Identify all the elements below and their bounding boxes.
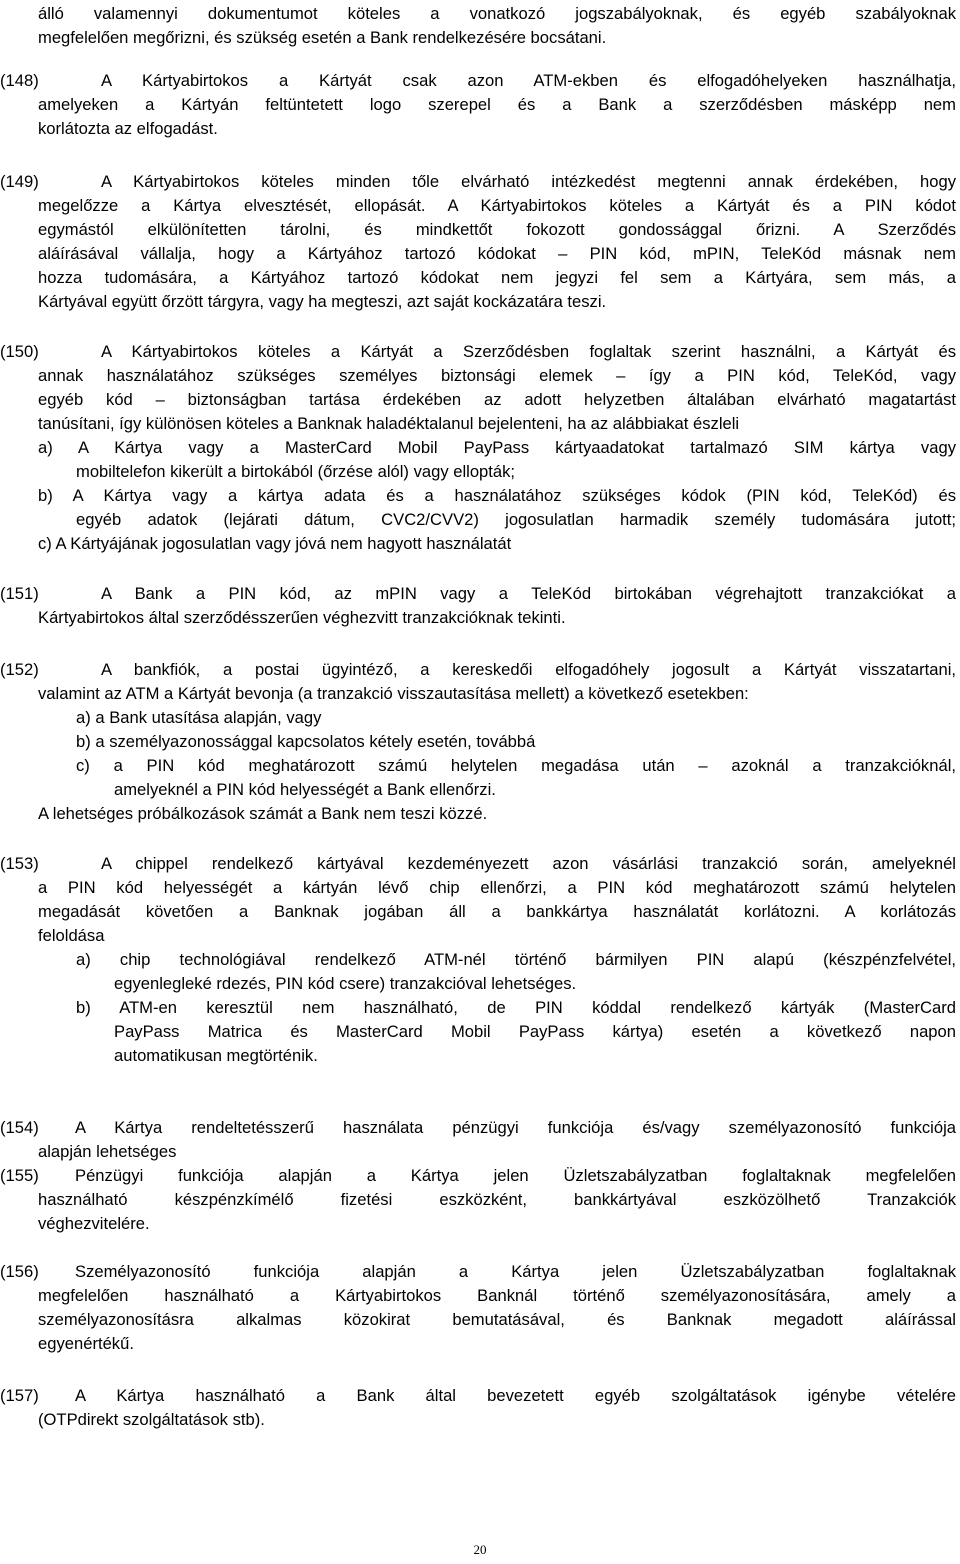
- text-line: (OTPdirekt szolgáltatások stb).: [38, 1410, 265, 1429]
- text-line: egyenlegleké rdezés, PIN kód csere) tranzakcióval lehetséges.: [114, 974, 577, 993]
- text-line: véghezvitelére.: [38, 1214, 150, 1233]
- text-line: tanúsítani, így különösen köteles a Banknak haladéktalanul bejelenteni, ha az alábbiakat észleli: [38, 414, 740, 433]
- text-line: amelyeken a Kártyán feltüntetett logo szerepel és a Bank a szerződésben másképp nem: [38, 95, 956, 114]
- text-line: c) A Kártyájának jogosulatlan vagy jóvá nem hagyott használatát: [38, 534, 512, 553]
- text-line: valamint az ATM a Kártyát bevonja (a tranzakció visszautasítása mellett) a következő esetekben:: [38, 684, 749, 703]
- paragraph-number: (148): [0, 71, 39, 90]
- text-line: megfelelően használható a Kártyabirtokos Banknál történő személyazonosítására, amely a: [38, 1286, 956, 1305]
- text-line: A bankfiók, a postai ügyintéző, a kereskedői elfogadóhely jogosult a Kártyát visszatartani,: [101, 660, 956, 679]
- text-line: A Kártyabirtokos a Kártyát csak azon ATM-ekben és elfogadóhelyeken használhatja,: [101, 71, 956, 90]
- text-line: Pénzügyi funkciója alapján a Kártya jelen Üzletszabályzatban foglaltaknak megfelelően: [75, 1166, 956, 1185]
- paragraph-number: (155): [0, 1166, 39, 1185]
- paragraph-number: (150): [0, 342, 39, 361]
- text-line: használható készpénzkímélő fizetési eszközként, bankkártyával eszközölhető Tranzakciók: [38, 1190, 956, 1209]
- text-line: korlátozta az elfogadást.: [38, 119, 218, 138]
- text-line: megfelelően megőrizni, és szükség esetén a Bank rendelkezésére bocsátani.: [38, 28, 607, 47]
- text-line: egymástól elkülönítetten tárolni, és mindkettőt fokozott gondossággal őrizni. A Szerződés: [38, 220, 956, 239]
- text-line: megadását követően a Banknak jogában áll a bankkártya használatát korlátozni. A korlátozás: [38, 902, 956, 921]
- text-line: A Kártya rendeltetésszerű használata pénzügyi funkciója és/vagy személyazonosító funkciója: [75, 1118, 956, 1137]
- text-line: amelyeknél a PIN kód helyességét a Bank ellenőrzi.: [114, 780, 496, 799]
- text-line: A lehetséges próbálkozások számát a Bank nem teszi közzé.: [38, 804, 488, 823]
- text-line: a) chip technológiával rendelkező ATM-nél történő bármilyen PIN alapú (készpénzfelvétel,: [76, 950, 956, 969]
- paragraph-number: (152): [0, 660, 39, 679]
- text-line: A Bank a PIN kód, az mPIN vagy a TeleKód birtokában végrehajtott tranzakciókat a: [101, 584, 956, 603]
- text-line: mobiltelefon kikerült a birtokából (őrzése alól) vagy ellopták;: [76, 462, 516, 481]
- text-line: A Kártyabirtokos köteles a Kártyát a Szerződésben foglaltak szerint használni, a Kártyát és: [101, 342, 956, 361]
- paragraph-number: (157): [0, 1386, 39, 1405]
- text-line: feloldása: [38, 926, 105, 945]
- text-line: b) a személyazonossággal kapcsolatos kétely esetén, továbbá: [76, 732, 536, 751]
- text-line: megelőzze a Kártya elvesztését, ellopását. A Kártyabirtokos köteles a Kártyát és a PIN kódot: [38, 196, 956, 215]
- text-line: Kártyabirtokos által szerződésszerűen véghezvitt tranzakcióknak tekinti.: [38, 608, 566, 627]
- text-line: alapján lehetséges: [38, 1142, 177, 1161]
- text-line: hozza tudomására, a Kártyához tartozó kódokat nem jegyzi fel sem a Kártyára, sem más, a: [38, 268, 956, 287]
- paragraph-number: (156): [0, 1262, 39, 1281]
- text-line: aláírásával vállalja, hogy a Kártyához tartozó kódokat – PIN kód, mPIN, TeleKód másnak nem: [38, 244, 956, 263]
- text-line: Kártyával együtt őrzött tárgyra, vagy ha megteszi, azt saját kockázatára teszi.: [38, 292, 607, 311]
- text-line: automatikusan megtörténik.: [114, 1046, 318, 1065]
- text-line: egyenértékű.: [38, 1334, 134, 1353]
- paragraph-number: (149): [0, 172, 39, 191]
- text-line: A chippel rendelkező kártyával kezdeményezett azon vásárlási tranzakció során, amelyeknél: [101, 854, 956, 873]
- text-line: c) a PIN kód meghatározott számú helytelen megadása után – azoknál a tranzakcióknál,: [76, 756, 956, 775]
- text-line: a) A Kártya vagy a MasterCard Mobil PayPass kártyaadatokat tartalmazó SIM kártya vagy: [38, 438, 956, 457]
- text-line: álló valamennyi dokumentumot köteles a vonatkozó jogszabályoknak, és egyéb szabályoknak: [38, 4, 956, 23]
- page-number: 20: [473, 1542, 487, 1557]
- text-line: Személyazonosító funkciója alapján a Kártya jelen Üzletszabályzatban foglaltaknak: [75, 1262, 956, 1281]
- text-line: b) ATM-en keresztül nem használható, de PIN kóddal rendelkező kártyák (MasterCard: [76, 998, 956, 1017]
- text-line: egyéb adatok (lejárati dátum, CVC2/CVV2) jogosulatlan harmadik személy tudomására jutott;: [76, 510, 956, 529]
- text-line: b) A Kártya vagy a kártya adata és a használatához szükséges kódok (PIN kód, TeleKód) és: [38, 486, 956, 505]
- text-line: A Kártya használható a Bank által bevezetett egyéb szolgáltatások igénybe vételére: [75, 1386, 956, 1405]
- paragraph-number: (153): [0, 854, 39, 873]
- text-line: a) a Bank utasítása alapján, vagy: [76, 708, 322, 727]
- text-line: A Kártyabirtokos köteles minden tőle elvárható intézkedést megtenni annak érdekében, hogy: [101, 172, 956, 191]
- paragraph-number: (151): [0, 584, 39, 603]
- paragraph-number: (154): [0, 1118, 39, 1137]
- text-line: a PIN kód helyességét a kártyán lévő chip ellenőrzi, a PIN kód meghatározott számú helytelen: [38, 878, 956, 897]
- text-line: egyéb kód – biztonságban tartása érdekében az adott helyzetben általában elvárható magatartást: [38, 390, 956, 409]
- text-line: PayPass Matrica és MasterCard Mobil PayPass kártya) esetén a következő napon: [114, 1022, 956, 1041]
- text-line: személyazonosításra alkalmas közokirat bemutatásával, és Banknak megadott aláírással: [38, 1310, 956, 1329]
- text-line: annak használatához szükséges személyes biztonsági elemek – így a PIN kód, TeleKód, vagy: [38, 366, 956, 385]
